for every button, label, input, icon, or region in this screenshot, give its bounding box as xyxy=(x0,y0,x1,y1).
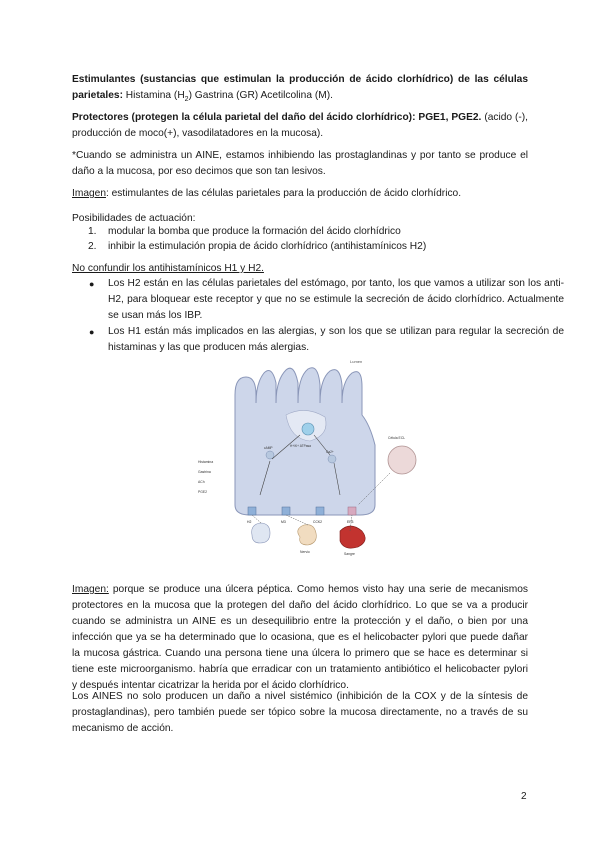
fig-label-pump: H+/K+ ATPasa xyxy=(290,444,311,448)
bullet-item xyxy=(89,324,564,356)
bullet-text: Los H1 están más implicados en las alergias, y son los que se utilizan para regular la secreción de histaminas y las que producen más alergias. xyxy=(108,326,564,353)
imagen-label-2: Imagen: xyxy=(72,584,109,595)
fig-label-pge: PGE2 xyxy=(198,490,208,494)
fig-label-gastrin: Gastrina xyxy=(198,470,211,474)
imagen-label-1: Imagen xyxy=(72,188,106,199)
fig-label-m3: M3 xyxy=(281,520,286,524)
actions-list xyxy=(72,224,564,254)
bullet-text: Los H2 están en las células parietales del estómago, por tanto, los que vamos a utilizar son los anti-H2, para bloquear este receptor y que no se estimule la secreción de ácido clorhídrico. Actualmente se usan más los IBP. xyxy=(108,278,564,321)
bullet-item xyxy=(89,276,564,324)
proton-pump-icon xyxy=(302,423,314,435)
list-item xyxy=(88,239,564,254)
estimulantes-list-b: ) Gastrina (GR) Acetilcolina (M). xyxy=(188,90,333,101)
fig-label-blood: Sangre xyxy=(344,552,355,556)
fig-label-ecl: Célula ECL xyxy=(388,436,406,440)
estimulantes-heading: Estimulantes (sustancias que estimulan la producción de ácido clorhídrico) de las células parietales: xyxy=(72,74,528,101)
paragraph-aines: Los AINES no solo producen un daño a nivel sistémico (inhibición de la COX y de la síntesis de prostaglandinas), pero también puede ser tópico sobre la mucosa directamente, no a través de su mecanismo de acción. xyxy=(72,691,528,734)
imagen-caption-1: : estimulantes de las células parietales para la producción de ácido clorhídrico. xyxy=(105,188,462,199)
paragraph-imagen-1 xyxy=(72,186,528,202)
ecl-cell-icon xyxy=(388,446,416,474)
fig-label-lumen: Lumen xyxy=(350,359,363,364)
fig-label-ep3: EP3 xyxy=(347,520,354,524)
estimulantes-list-a: Histamina (H xyxy=(122,90,185,101)
fig-label-camp: cAMP xyxy=(264,446,273,450)
fig-label-h2: H2 xyxy=(247,520,252,524)
fig-label-nerve: Nervio xyxy=(300,550,310,554)
paragraph-estimulantes xyxy=(72,72,528,108)
page-number: 2 xyxy=(521,791,527,802)
protectores-detail: (acido (-), producción de moco(+), vasodilatadores en la mucosa). xyxy=(72,112,529,139)
blood-vessel-icon xyxy=(340,526,365,548)
ep3-receptor-icon xyxy=(348,507,356,515)
protectores-heading: Protectores (protegen la célula parietal del daño del ácido clorhídrico): PGE1, PGE2. xyxy=(72,112,482,123)
paragraph-imagen-2 xyxy=(72,582,528,694)
fig-label-ca: Ca2+ xyxy=(326,450,334,454)
bullet-icon: ● xyxy=(89,279,95,289)
camp-icon xyxy=(266,451,274,459)
paragraph-posibilidades: Posibilidades de actuación: xyxy=(72,213,196,224)
paragraph-protectores xyxy=(72,110,528,142)
list-text: inhibir la estimulación propia de ácido clorhídrico (antihistamínicos H2) xyxy=(108,241,427,252)
fig-label-ach: ACh xyxy=(198,480,205,484)
parietal-cell-body xyxy=(235,368,375,515)
list-number: 1. xyxy=(88,226,97,237)
list-number: 2. xyxy=(88,241,97,252)
h2-receptor-icon xyxy=(248,507,256,515)
fig-label-histamine: Histamina xyxy=(198,460,214,464)
paragraph-aine-note: *Cuando se administra un AINE, estamos inhibiendo las prostaglandinas y por tanto se produce el daño a la mucosa, por eso decimos que son tan lesivos. xyxy=(72,150,528,177)
nerve-icon xyxy=(298,525,317,545)
bullet-list xyxy=(72,276,564,356)
calcium-icon xyxy=(328,455,336,463)
imagen-caption-2: porque se produce una úlcera péptica. Como hemos visto hay una serie de mecanismos protectores en la mucosa que la protegen del daño del ácido clorhídrico. Lo que se va a producir cuando se administra un AINE es un desequilibrio entre la protección y el daño, o bien por una infección que ya se ha determinado que lo ocasiona, que es el helicobacter pylori que puede dañar la mucosa gástrica. Cuando una persona tiene una úlcera lo primero que se hace es determinar si tiene este microorganismo. habría que erradicar con un tratamiento antibiótico el helicobacter pylori y después intentar cicatrizar la herida por el ácido clorhídrico. xyxy=(72,584,528,691)
m3-receptor-icon xyxy=(282,507,290,515)
parietal-cell-figure xyxy=(190,355,430,560)
estimulantes-subscript: 2 xyxy=(184,96,189,104)
g-cell-icon xyxy=(252,523,270,543)
fig-label-cck2: CCK2 xyxy=(313,520,323,524)
cck2-receptor-icon xyxy=(316,507,324,515)
list-text: modular la bomba que produce la formación del ácido clorhídrico xyxy=(108,226,401,237)
bullet-icon: ● xyxy=(89,327,95,337)
paragraph-no-confundir: No confundir los antihistamínicos H1 y H2. xyxy=(72,263,264,274)
list-item xyxy=(88,224,564,239)
